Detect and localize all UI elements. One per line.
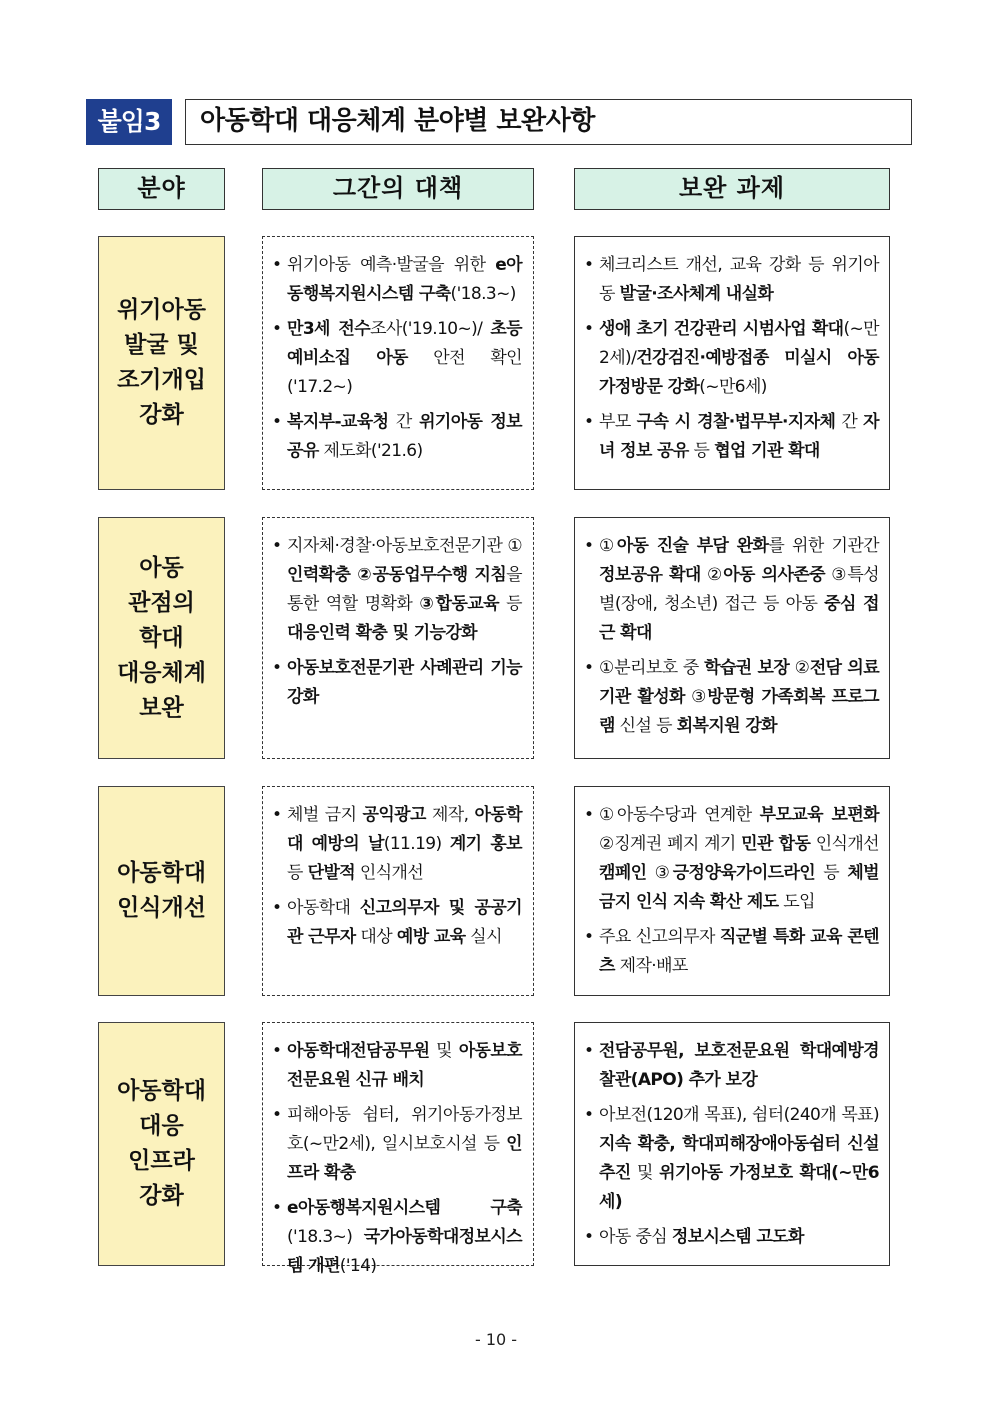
past-measures-row-3 [262,786,534,996]
plan-tasks-row-2 [574,517,890,759]
bold-text: 회복지원 강화 [676,716,777,736]
page-title: 아동학대 대응체계 분야별 보완사항 [185,99,912,145]
bold-text: 발굴·조사체계 내실화 [619,284,774,304]
bold-text: 아동보호전문기관 사례관리 기능 강화 [287,658,522,707]
bold-text: 민관 합동 [741,834,811,854]
list-item [583,1101,879,1217]
text: ('18.3~) [450,284,516,304]
text: 위기아동 예측·발굴을 위한 [287,255,496,275]
text: 및 [630,1163,660,1183]
category-line: 대응 [139,1113,184,1139]
bold-text: e아동행복지원시스템 구축 [287,1198,522,1218]
list-item [583,315,879,402]
category-line: 아동학대 [117,1078,206,1104]
category-text [117,1074,206,1214]
bold-text: 자녀 정보 공유 [599,412,879,461]
text: (~만6세) [699,377,767,397]
text: ①아동수당과 연계한 [599,805,760,825]
list-item [271,251,522,309]
bold-text: 구속 시 경찰·법무부·지자체 [636,412,836,432]
bold-text: 대응인력 확충 및 기능강화 [287,623,477,643]
list-item [271,408,522,466]
category-text [117,856,206,926]
bold-text: 학습권 보장 [704,658,790,678]
text: 제작, [425,805,475,825]
past-measures-row-4 [262,1022,534,1276]
bold-text: 국가아동학대정보시스템 개편 [287,1227,522,1276]
text: (11.19) [383,834,450,854]
category-text [117,293,206,433]
text: 체벌 금지 [287,805,363,825]
bold-text: 신고의무자 및 공공기관 근무자 [287,898,522,947]
text: 등 [815,863,848,883]
text: (~만2세)/ [599,319,879,368]
text: ②징계권 폐지 계기 [599,834,742,854]
list-item [271,532,522,648]
category-line: 인식개선 [117,895,206,921]
bold-text: e아동행복지원시스템 구축 [287,255,522,304]
header-past-measures: 그간의 대책 [262,168,534,210]
text: 아동학대 [287,898,360,918]
text: 안전 확인('17.2~) [287,348,522,397]
bold-text: 직군별 특화 교육 콘텐츠 [599,927,879,976]
bold-text: 복지부-교육청 [287,412,389,432]
bold-text: 중심 접근 확대 [599,594,879,643]
text: 제작·배포 [614,956,688,976]
list-item [583,923,879,981]
bold-text: 인력확충 ②공동업무수행 지침 [287,565,507,585]
text: 등 [498,594,522,614]
bold-text: 아동 의사존중 [723,565,825,585]
category-line: 관점의 [128,589,195,616]
list-item [271,1101,522,1188]
bold-text: ③합동교육 [419,594,499,614]
category-line: 학대 [139,624,184,651]
text: 체크리스트 개선, 교육 강화 등 위기아동 [599,255,879,304]
bold-text: 예방 교육 [396,927,466,947]
bold-text: 방문형 가족회복 프로그램 [599,687,880,736]
plan-tasks-row-3 [574,786,890,996]
bold-text: 아동학대전담공무원 [287,1041,430,1061]
bold-text: 아동보호전문요원 신규 배치 [287,1041,522,1090]
text: 인식개선 [355,863,424,883]
bold-text: 위기아동 정보공유 [287,412,522,461]
list-item [583,654,879,741]
text: ② [789,658,810,678]
bold-text: 지속 확충, 학대피해장애아동쉼터 신설 추진 [599,1134,879,1183]
category-line: 대응체계 [117,659,206,686]
bold-text: 긍정양육가이드라인 [672,863,816,883]
list-item [271,894,522,952]
bold-text: 전담 의료기관 활성화 [599,658,880,707]
text: 등 [287,863,308,883]
bold-text: 체벌금지 인식 지속 확산 제도 [599,863,879,912]
category-line: 아동 [139,554,184,581]
list-item [271,654,522,712]
bold-text: 만3세 전수 [287,319,371,339]
plan-tasks-row-1 [574,236,890,490]
text: 지자체·경찰·아동보호전문기관 ① [287,536,522,556]
list-item [271,801,522,888]
bold-text: 인프라 확충 [287,1134,522,1183]
list-item [271,1194,522,1281]
category-line: 인프라 [128,1148,195,1174]
category-text [117,551,206,726]
list-item [583,801,879,917]
text: ①분리보호 중 [599,658,705,678]
page-number: - 10 - [474,1330,518,1349]
bold-text: 캠페인 [599,863,647,883]
category-line: 아동학대 [117,860,206,886]
text: 피해아동 쉼터, 위기아동가정보호(~만2세), 일시보호시설 등 [287,1105,522,1154]
text: 을 통한 역할 명확화 [287,565,522,614]
text: 부모 [599,412,637,432]
list-item [271,1037,522,1095]
text: 등 [688,441,715,461]
bold-text: 아동 진술 부담 완화 [616,536,769,556]
text: ③ [646,863,673,883]
text: ③특성별(장애, 청소년) 접근 등 아동 [599,565,879,614]
bold-text: 정보시스템 고도화 [671,1227,804,1247]
text: 실시 [465,927,502,947]
text: 대상 [355,927,397,947]
text: ② [700,565,724,585]
list-item [583,408,879,466]
text: 및 [429,1041,459,1061]
text: 도입 [778,892,815,912]
bold-text: 협업 기관 확대 [714,441,820,461]
text: 주요 신고의무자 [599,927,720,947]
bold-text: 위기아동 가정보호 확대(~만6세) [599,1163,879,1212]
category-line: 보완 [139,694,184,721]
text: ('14) [339,1256,377,1276]
text: 간 [388,412,420,432]
text: 아보전(120개 목표), 쉼터(240개 목표) [599,1105,879,1125]
appendix-badge: 붙임3 [86,99,172,145]
list-item [583,532,879,648]
category-child-perspective [98,517,225,759]
bold-text: 초등 예비소집 아동 [287,319,522,368]
category-crisis-child [98,236,225,490]
past-measures-row-1 [262,236,534,490]
text: 간 [835,412,864,432]
bold-text: 정보공유 확대 [599,565,701,585]
list-item [271,315,522,402]
text: 조사('19.10~)/ [370,319,491,339]
category-line: 조기개입 [117,367,206,393]
bold-text: 단발적 [307,863,356,883]
bold-text: 생애 초기 건강관리 시범사업 확대 [599,319,844,339]
category-infrastructure [98,1022,225,1266]
text: 아동 중심 [599,1227,672,1247]
bold-text: 건강검진·예방접종 미실시 아동 가정방문 강화 [599,348,879,397]
header-field: 분야 [98,168,225,210]
text: 제도화('21.6) [318,441,423,461]
bold-text: 공익광고 [362,805,426,825]
header-improvement-tasks: 보완 과제 [574,168,890,210]
bold-text: 부모교육 보편화 [759,805,880,825]
text: 를 위한 기관간 [768,536,879,556]
list-item [583,1037,879,1095]
text: ③ [684,687,708,707]
category-line: 위기아동 [117,297,206,323]
category-line: 강화 [139,402,184,428]
list-item [583,1223,879,1252]
list-item [583,251,879,309]
text: 인식개선 [810,834,880,854]
plan-tasks-row-4 [574,1022,890,1266]
text: 신설 등 [614,716,677,736]
bold-text: 전담공무원, 보호전문요원 학대예방경찰관(APO) 추가 보강 [599,1041,879,1090]
category-line: 발굴 및 [124,332,199,358]
category-line: 강화 [139,1183,184,1209]
past-measures-row-2 [262,517,534,759]
bold-text: 아동학대 예방의 날 [287,805,522,854]
text: ('18.3~) [287,1227,364,1247]
category-awareness [98,786,225,996]
bold-text: 계기 홍보 [449,834,522,854]
text: ① [599,536,617,556]
